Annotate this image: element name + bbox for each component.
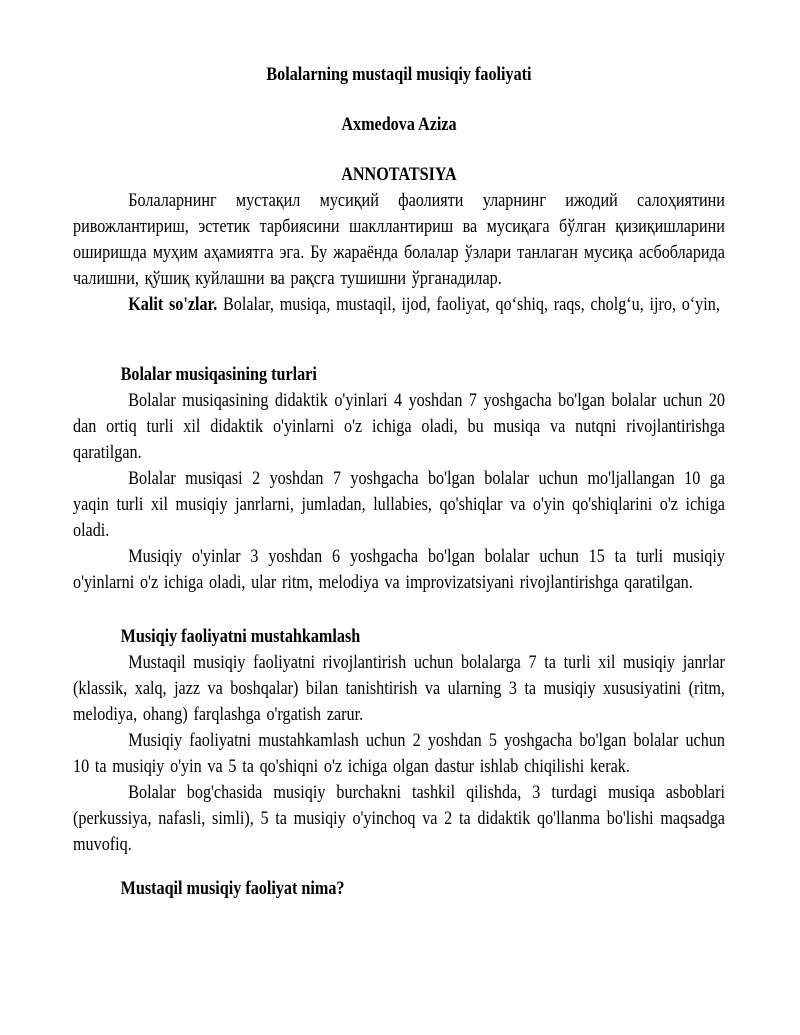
section-heading-musiqiy-faoliyatni-mustahkamlash: Musiqiy faoliyatni mustahkamlash <box>120 626 361 647</box>
keywords-label: Kalit so'zlar. <box>128 294 218 315</box>
annotation-heading: ANNOTATSIYA <box>341 164 457 185</box>
section-heading-mustaqil-musiqiy-faoliyat-nima: Mustaqil musiqiy faoliyat nima? <box>120 878 345 899</box>
body-paragraph-musiqiy-oyinlar: Musiqiy o'yinlar 3 yoshdan 6 yoshgacha bo'lgan bolalar uchun 15 ta turli musiqiy o'yinlarni o'z ichiga oladi, ular ritm, melodiya va improvizatsiyani rivojlantirishga qaratilgan. <box>73 546 725 593</box>
keywords-text: Bolalar, musiqa, mustaqil, ijod, faoliyat, qo‘shiq, raqs, cholg‘u, ijro, o‘yin, <box>223 294 720 315</box>
doc-title: Bolalarning mustaqil musiqiy faoliyati <box>266 64 532 85</box>
body-paragraph-musiqiy-janrlar: Bolalar musiqasi 2 yoshdan 7 yoshgacha bo'lgan bolalar uchun mo'ljallangan 10 ga yaqin turli xil musiqiy janrlarni, jumladan, lullabies, qo'shiqlar va o'yin qo'shiqlarini o'z ichiga oladi. <box>73 468 725 541</box>
section-heading-bolalar-musiqasining-turlari: Bolalar musiqasining turlari <box>120 364 317 385</box>
body-paragraph-janrlar-bilan-tanishtirish: Mustaqil musiqiy faoliyatni rivojlantirish uchun bolalarga 7 ta turli xil musiqiy janrlar (klassik, xalq, jazz va boshqalar) bilan tanishtirish va ularning 3 ta musiqiy xususiyatini (ritm, melodiya, ohang) farqlashga o'rgatish zarur. <box>73 652 725 725</box>
document-content <box>73 62 725 902</box>
annotation-paragraph: Болаларнинг мустақил мусиқий фаолияти уларнинг ижодий салоҳиятини ривожлантириш, эстетик тарбиясини шакллантириш ва мусиқага бўлган қизиқишларини оширишда муҳим аҳамиятга эга. Бу жараёнда болалар ўзлари танлаган мусиқа асбобларида чалишни, қўшиқ куйлашни ва рақсга тушишни ўрганадилар. <box>73 190 725 289</box>
body-paragraph-dastur-ishlab-chiqish: Musiqiy faoliyatni mustahkamlash uchun 2 yoshdan 5 yoshgacha bo'lgan bolalar uchun 10 ta musiqiy o'yin va 5 ta qo'shiqni o'z ichiga olgan dastur ishlab chiqilishi kerak. <box>73 730 725 777</box>
keywords-paragraph <box>73 292 725 318</box>
body-paragraph-didaktik-oyinlar: Bolalar musiqasining didaktik o'yinlari 4 yoshdan 7 yoshgacha bo'lgan bolalar uchun 20 dan ortiq turli xil didaktik o'yinlarni o'z ichiga oladi, bu musiqa va nutqni rivojlantirishga qaratilgan. <box>73 390 725 463</box>
body-paragraph-musiqiy-burchak: Bolalar bog'chasida musiqiy burchakni tashkil qilishda, 3 turdagi musiqa asboblari (perkussiya, nafasli, simli), 5 ta musiqiy o'yinchoq va 2 ta didaktik qo'llanma bo'lishi maqsadga muvofiq. <box>73 782 725 855</box>
doc-author: Axmedova Aziza <box>341 114 457 135</box>
